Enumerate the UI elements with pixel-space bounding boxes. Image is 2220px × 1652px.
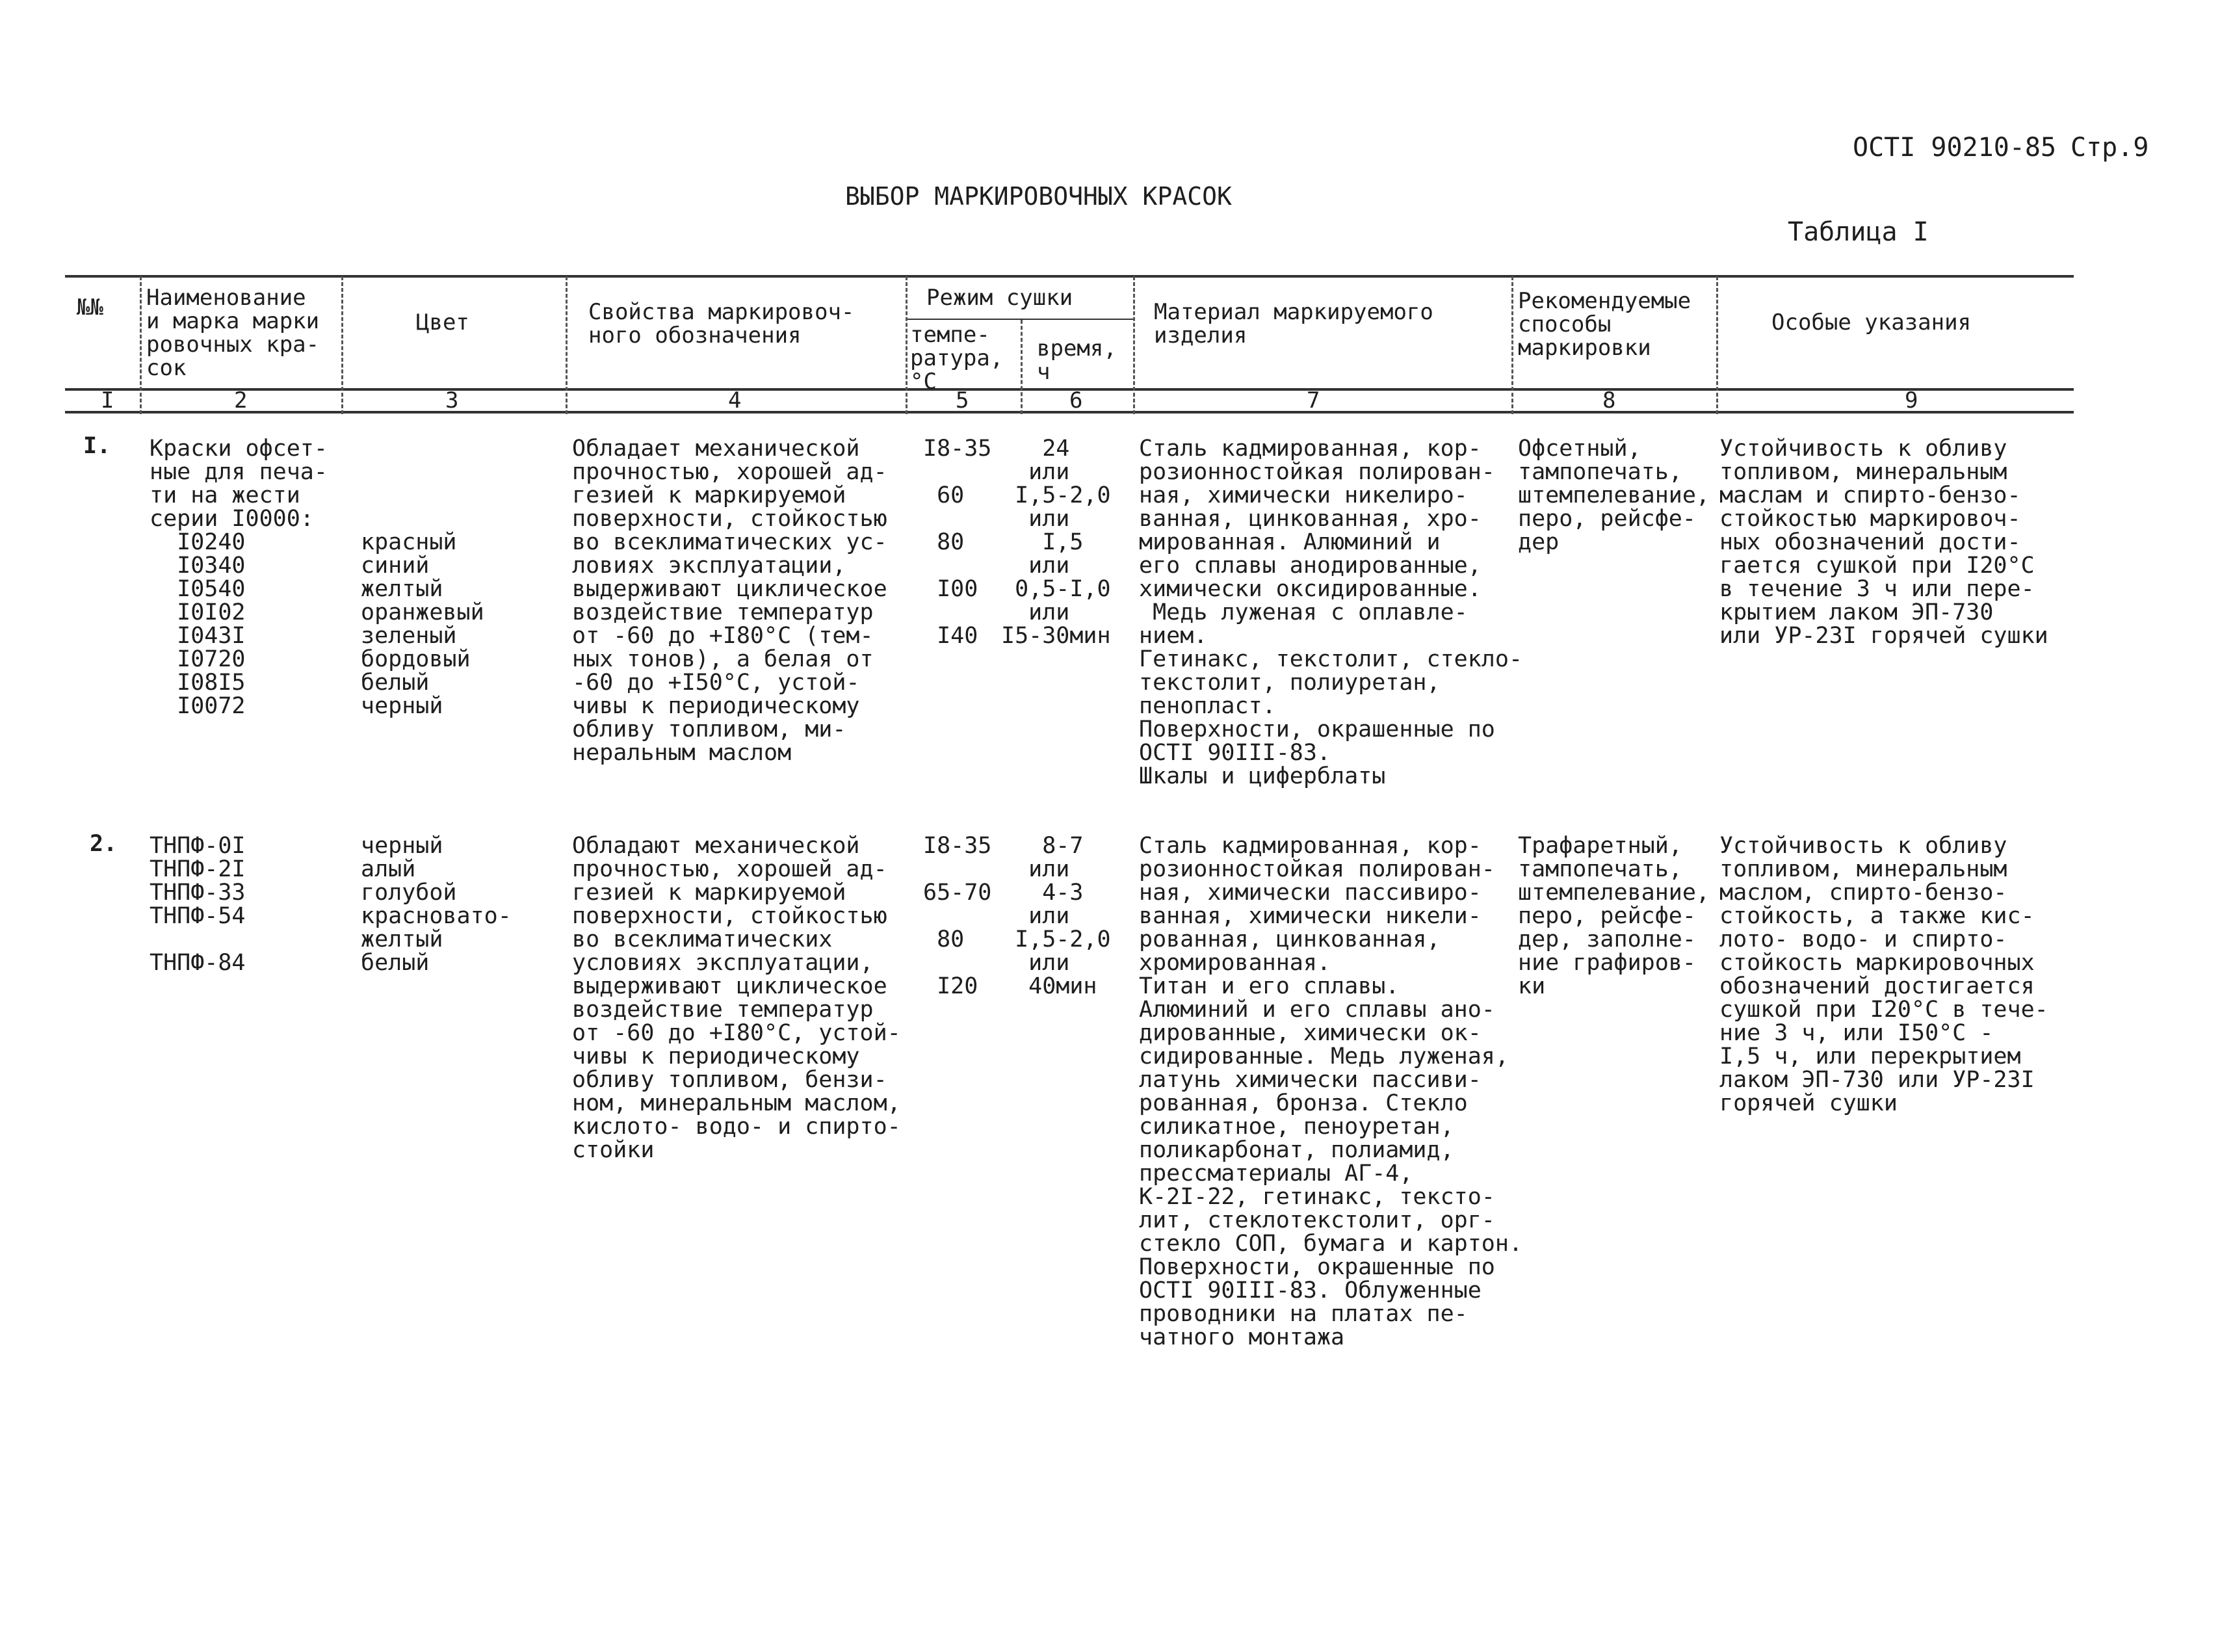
row2-methods: Трафаретный, тампопечать, штемпелевание, перо, рейсфе- дер, заполне- ние графиров- ки (1518, 833, 1710, 999)
header-name: Наименование и марка марки ровочных кра- сок (146, 285, 320, 381)
col-divider (906, 276, 908, 414)
header-properties: Свойства маркировоч- ного обозначения (588, 299, 855, 348)
header-temperature: темпе- ратура, °С (910, 322, 1004, 395)
row1-material: Сталь кадмированная, кор- розионностойкая полирован- ная, химически никелиро- ванная, цинкованная, хро- мированная. Алюминий и его сплавы анодированные, химически оксидированные. Медь луженая с оплавле- нием. Гетинакс, текстолит, стекло- текстолит, полиуретан, пенопласт. Поверхности, окрашенные по ОСТI 90III-83. Шкалы и циферблаты (1139, 436, 1523, 789)
header-methods: Рекомендуемые способы маркировки (1518, 288, 1691, 361)
col-number: 5 (956, 387, 969, 413)
row2-properties: Обладают механической прочностью, хорошей ад- гезией к маркируемой поверхности, стойкостью во всеклиматических условиях эксплуатации, выдерживают циклическое воздействие температур от -60 до +I80°С, устой- чивы к периодическому обливу топливом, бензи- ном, минеральным маслом, кислото- водо- и спирто- стойки (572, 833, 901, 1163)
col-number: 7 (1307, 387, 1320, 413)
row1-methods: Офсетный, тампопечать, штемпелевание, перо, рейсфе- дер (1518, 436, 1710, 555)
row1-temperature: I8-35 60 80 I00 I40 (923, 436, 992, 649)
col-number: I (101, 387, 114, 413)
col-number: 3 (445, 387, 459, 413)
page-number: Стр.9 (2070, 133, 2149, 163)
page-title: ВЫБОР МАРКИРОВОЧНЫХ КРАСОК (845, 182, 1232, 211)
col-divider (1133, 276, 1135, 414)
col-number: 4 (728, 387, 742, 413)
document-id: ОСТI 90210-85 (1853, 133, 2057, 163)
col-divider (140, 276, 142, 414)
row1-time: 24 или I,5-2,0 или I,5 или 0,5-I,0 или I5-30мин (1001, 436, 1111, 649)
col-number: 6 (1069, 387, 1083, 413)
col-number: 8 (1602, 387, 1616, 413)
row2-notes: Устойчивость к обливу топливом, минеральным маслом, спирто-бензо- стойкость, а также кис- лото- водо- и спирто- стойкость маркировочных обозначений достигается сушкой при I20°С в тече- ние 3 ч, или I50°С - I,5 ч, или перекрытием лаком ЭП-730 или УР-23I горячей сушки (1719, 833, 2048, 1116)
row1-properties: Обладает механической прочностью, хорошей ад- гезией к маркируемой поверхности, стойкостью во всеклиматических ус- ловиях эксплуатации, выдерживают циклическое воздействие температур от -60 до +I80°С (тем- ных тонов), а белая от -60 до +I50°С, устой- чивы к периодическому обливу топливом, ми- неральным маслом (572, 436, 887, 766)
row1-notes: Устойчивость к обливу топливом, минеральным маслам и спирто-бензо- стойкостью маркировоч- ных обозначений дости- гается сушкой при I20°С в течение 3 ч или пере- крытием лаком ЭП-730 или УР-23I горячей сушки (1719, 436, 2048, 649)
row2-colors: черный алый голубой красновато- желтый белый (361, 833, 512, 976)
table-top-rule (65, 275, 2074, 278)
row1-name: Краски офсет- ные для печа- ти на жести серии I0000: I0240 I0340 I0540 I0I02 I043I I0720 I08I5 I0072 (150, 436, 328, 719)
col-divider (1716, 276, 1718, 414)
header-time: время, ч (1037, 335, 1117, 385)
row2-material: Сталь кадмированная, кор- розионностойкая полирован- ная, химически пассивиро- ванная, химически никели- рованная, цинкованная, хромированная. Титан и его сплавы. Алюминий и его сплавы ано- дированные, химически ок- сидированные. Медь луженая, латунь химически пассиви- рованная, бронза. Стекло силикатное, пеноуретан, поликарбонат, полиамид, прессматериалы АГ-4, К-2I-22, гетинакс, тексто- лит, стеклотекстолит, орг- стекло СОП, бумага и картон. Поверхности, окрашенные по ОСТI 90III-83. Облуженные проводники на платах пе- чатного монтажа (1139, 833, 1523, 1350)
row2-name: ТНПФ-0I ТНПФ-2I ТНПФ-33 ТНПФ-54 ТНПФ-84 (150, 833, 246, 976)
row1-number: I. (83, 433, 111, 459)
header-drying: Режим сушки (926, 285, 1073, 311)
col-divider (1511, 276, 1513, 414)
col-divider (1021, 320, 1023, 414)
col-divider (341, 276, 343, 414)
col-divider (566, 276, 568, 414)
header-material: Материал маркируемого изделия (1154, 299, 1433, 348)
table-label: Таблица I (1788, 217, 1929, 247)
header-notes: Особые указания (1771, 309, 1972, 335)
row2-time: 8-7 или 4-3 или I,5-2,0 или 40мин (1015, 833, 1111, 999)
row1-colors: красный синий желтый оранжевый зеленый бордовый белый черный (361, 529, 484, 719)
row2-temperature: I8-35 65-70 80 I20 (923, 833, 992, 999)
header-num: №№ (77, 295, 103, 321)
row2-number: 2. (90, 831, 118, 857)
col-number: 2 (234, 387, 248, 413)
header-color: Цвет (416, 309, 469, 335)
col-number: 9 (1905, 387, 1918, 413)
drying-subheader-rule (906, 319, 1133, 320)
